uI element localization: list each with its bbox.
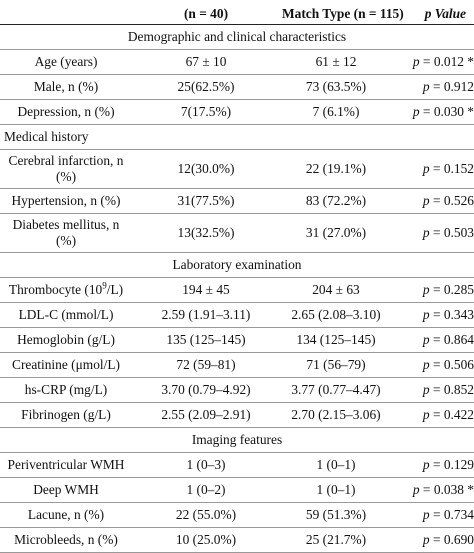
p-value <box>392 378 474 403</box>
row-label: hs-CRP (mg/L) <box>0 378 132 403</box>
group-b-value: 73 (63.5%) <box>280 75 392 100</box>
p-symbol: p <box>422 532 430 547</box>
label-text: Thrombocyte (10 <box>8 282 103 297</box>
row-label: Creatinine (μmol/L) <box>0 353 132 378</box>
p-symbol: p <box>422 457 430 472</box>
p-number: = 0.503 <box>429 225 474 240</box>
table-row <box>0 353 474 378</box>
p-symbol: p <box>412 482 420 497</box>
p-number: = 0.526 <box>429 193 474 208</box>
table-row <box>0 189 474 214</box>
p-value <box>392 189 474 214</box>
table-row <box>0 403 474 428</box>
group-a-value: 25(62.5%) <box>132 75 280 100</box>
group-a-value: 1 (0–2) <box>132 478 280 503</box>
p-number: = 0.422 <box>429 407 474 422</box>
p-symbol: p <box>422 507 430 522</box>
section-row-medical <box>0 125 474 150</box>
row-label: Hypertension, n (%) <box>0 189 132 214</box>
p-number: = 0.506 <box>429 357 474 372</box>
p-number: = 0.912 <box>429 79 474 94</box>
group-a-value: 31(77.5%) <box>132 189 280 214</box>
p-value <box>392 478 474 503</box>
p-value <box>392 528 474 553</box>
p-value <box>392 75 474 100</box>
group-b-value: 7 (6.1%) <box>280 100 392 125</box>
header-blank <box>0 0 132 25</box>
p-number: = 0.734 <box>429 507 474 522</box>
table-row <box>0 453 474 478</box>
header-p-value: p Value <box>392 0 474 25</box>
p-number: = 0.030 * <box>419 104 474 119</box>
group-b-value: 1 (0–1) <box>280 453 392 478</box>
section-row-demographic <box>0 25 474 50</box>
header-group-a-count: (n = 40) <box>183 6 229 21</box>
group-b-value: 31 (27.0%) <box>280 214 392 253</box>
section-title: Medical history <box>0 125 474 150</box>
table-row <box>0 214 474 253</box>
p-symbol: p <box>412 104 420 119</box>
row-label: Cerebral infarction, n (%) <box>0 150 132 189</box>
p-value <box>392 214 474 253</box>
p-symbol: p <box>422 79 430 94</box>
p-symbol: p <box>412 54 420 69</box>
p-symbol: p <box>422 332 430 347</box>
group-b-value: 59 (51.3%) <box>280 503 392 528</box>
table-row <box>0 478 474 503</box>
group-a-value: 67 ± 10 <box>132 50 280 75</box>
group-a-value: 7(17.5%) <box>132 100 280 125</box>
p-symbol: p <box>422 225 430 240</box>
row-label: Male, n (%) <box>0 75 132 100</box>
row-label: Deep WMH <box>0 478 132 503</box>
group-b-value: 2.70 (2.15–3.06) <box>280 403 392 428</box>
p-symbol: p <box>422 307 430 322</box>
table-row <box>0 278 474 303</box>
group-b-value: 22 (19.1%) <box>280 150 392 189</box>
p-number: = 0.152 <box>429 161 474 176</box>
section-title: Imaging features <box>0 428 474 453</box>
group-b-value: 61 ± 12 <box>280 50 392 75</box>
p-value <box>392 303 474 328</box>
group-a-value: 22 (55.0%) <box>132 503 280 528</box>
header-group-a <box>132 0 280 25</box>
p-symbol: p <box>422 407 430 422</box>
p-number: = 0.690 <box>429 532 474 547</box>
group-b-value: 1 (0–1) <box>280 478 392 503</box>
label-unit: /L) <box>106 282 124 297</box>
group-a-value: 12(30.0%) <box>132 150 280 189</box>
table-header-row <box>0 0 474 25</box>
group-a-value: 1 (0–3) <box>132 453 280 478</box>
row-label: Microbleeds, n (%) <box>0 528 132 553</box>
section-row-laboratory <box>0 253 474 278</box>
table-row <box>0 328 474 353</box>
row-label: LDL-C (mmol/L) <box>0 303 132 328</box>
group-a-value: 13(32.5%) <box>132 214 280 253</box>
p-symbol: p <box>422 357 430 372</box>
table-row <box>0 303 474 328</box>
p-value <box>392 453 474 478</box>
p-value <box>392 403 474 428</box>
section-row-imaging <box>0 428 474 453</box>
p-value <box>392 100 474 125</box>
p-value <box>392 503 474 528</box>
table-row <box>0 150 474 189</box>
label-superscript: 9 <box>102 280 107 291</box>
group-a-value: 3.70 (0.79–4.92) <box>132 378 280 403</box>
group-a-value: 135 (125–145) <box>132 328 280 353</box>
p-symbol: p <box>422 193 430 208</box>
group-b-value: 25 (21.7%) <box>280 528 392 553</box>
p-value <box>392 50 474 75</box>
p-number: = 0.129 <box>429 457 474 472</box>
table-row <box>0 100 474 125</box>
group-a-value: 72 (59–81) <box>132 353 280 378</box>
row-label: Periventricular WMH <box>0 453 132 478</box>
group-a-value: 194 ± 45 <box>132 278 280 303</box>
table-row <box>0 378 474 403</box>
group-b-value: 71 (56–79) <box>280 353 392 378</box>
p-number: = 0.038 * <box>419 482 474 497</box>
table-row <box>0 75 474 100</box>
p-number: = 0.343 <box>429 307 474 322</box>
group-a-value: 2.59 (1.91–3.11) <box>132 303 280 328</box>
row-label: Lacune, n (%) <box>0 503 132 528</box>
p-value <box>392 353 474 378</box>
p-value <box>392 328 474 353</box>
p-symbol: p <box>422 161 430 176</box>
group-b-value: 83 (72.2%) <box>280 189 392 214</box>
group-a-value: 2.55 (2.09–2.91) <box>132 403 280 428</box>
row-label <box>0 278 132 303</box>
p-symbol: p <box>422 282 430 297</box>
p-value <box>392 278 474 303</box>
p-value <box>392 150 474 189</box>
table-row <box>0 503 474 528</box>
p-symbol: p <box>422 382 430 397</box>
table-row <box>0 528 474 553</box>
group-b-value: 3.77 (0.77–4.47) <box>280 378 392 403</box>
section-title: Laboratory examination <box>0 253 474 278</box>
group-b-value: 134 (125–145) <box>280 328 392 353</box>
p-number: = 0.012 * <box>419 54 474 69</box>
header-group-b: Match Type (n = 115) <box>280 0 392 25</box>
group-b-value: 2.65 (2.08–3.10) <box>280 303 392 328</box>
p-number: = 0.864 <box>429 332 474 347</box>
group-a-value: 10 (25.0%) <box>132 528 280 553</box>
table-row <box>0 50 474 75</box>
row-label: Diabetes mellitus, n (%) <box>0 214 132 253</box>
row-label: Depression, n (%) <box>0 100 132 125</box>
section-title: Demographic and clinical characteristics <box>0 25 474 50</box>
row-label: Age (years) <box>0 50 132 75</box>
group-b-value: 204 ± 63 <box>280 278 392 303</box>
row-label: Hemoglobin (g/L) <box>0 328 132 353</box>
p-number: = 0.285 <box>429 282 474 297</box>
p-number: = 0.852 <box>429 382 474 397</box>
row-label: Fibrinogen (g/L) <box>0 403 132 428</box>
